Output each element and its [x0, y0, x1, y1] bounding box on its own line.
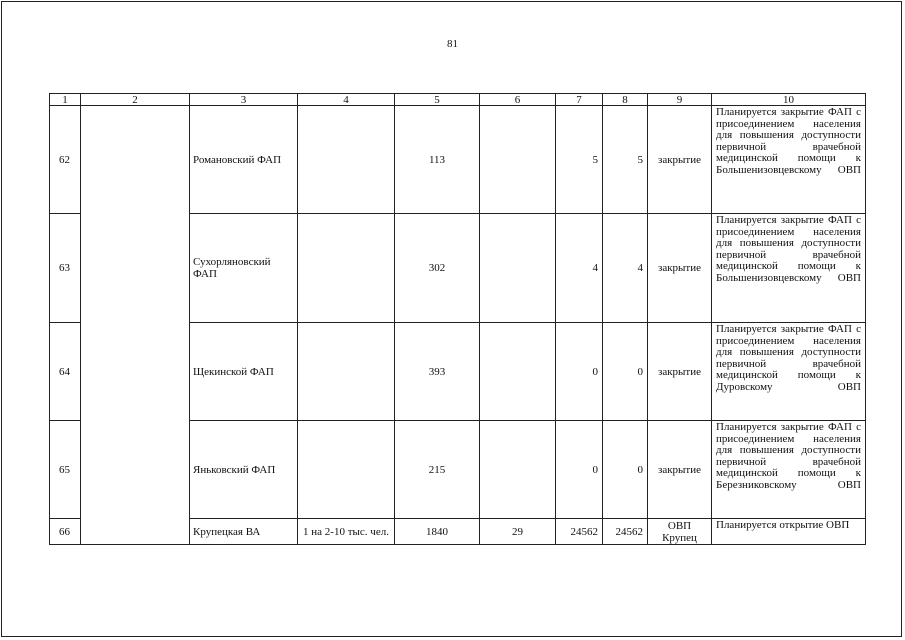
col6-cell [480, 106, 556, 214]
row-number: 65 [50, 421, 81, 519]
col8-cell: 0 [603, 421, 648, 519]
header-cell: 6 [480, 94, 556, 106]
action-cell: закрытие [648, 106, 712, 214]
col6-cell [480, 214, 556, 323]
header-cell: 2 [81, 94, 190, 106]
population-cell: 302 [395, 214, 480, 323]
norm-cell [298, 214, 395, 323]
norm-cell [298, 106, 395, 214]
col6-cell [480, 323, 556, 421]
row-number: 64 [50, 323, 81, 421]
col7-cell: 0 [556, 421, 603, 519]
facility-table [49, 93, 866, 545]
col7-cell: 0 [556, 323, 603, 421]
col8-cell: 4 [603, 214, 648, 323]
facility-name: Яньковский ФАП [190, 421, 298, 519]
population-cell: 215 [395, 421, 480, 519]
header-cell: 5 [395, 94, 480, 106]
population-cell: 393 [395, 323, 480, 421]
facility-name: Щекинской ФАП [190, 323, 298, 421]
row-number: 62 [50, 106, 81, 214]
district-cell [81, 106, 190, 545]
col6-cell [480, 421, 556, 519]
facility-name: Крупецкая ВА [190, 519, 298, 545]
col7-cell: 24562 [556, 519, 603, 545]
header-cell: 3 [190, 94, 298, 106]
note-cell: Планируется закрытие ФАП с присоединением населения для повышения доступности первичной врачебной медицинской помощи к Большенизовцевскому ОВП [712, 106, 866, 214]
col7-cell: 4 [556, 214, 603, 323]
population-cell: 1840 [395, 519, 480, 545]
note-cell: Планируется закрытие ФАП с присоединением населения для повышения доступности первичной врачебной медицинской помощи к Большенизовцевскому ОВП [712, 214, 866, 323]
facility-name: Романовский ФАП [190, 106, 298, 214]
row-number: 63 [50, 214, 81, 323]
header-cell: 1 [50, 94, 81, 106]
page-number: 81 [447, 38, 458, 50]
col6-cell: 29 [480, 519, 556, 545]
header-cell: 10 [712, 94, 866, 106]
row-number: 66 [50, 519, 81, 545]
col8-cell: 0 [603, 323, 648, 421]
action-cell: ОВП Крупец [648, 519, 712, 545]
norm-cell [298, 421, 395, 519]
norm-cell [298, 323, 395, 421]
header-row [50, 94, 866, 106]
col7-cell: 5 [556, 106, 603, 214]
table-row [50, 106, 866, 214]
action-cell: закрытие [648, 323, 712, 421]
facility-name: Сухорляновский ФАП [190, 214, 298, 323]
note-cell: Планируется закрытие ФАП с присоединением населения для повышения доступности первичной врачебной медицинской помощи к Березниковскому ОВП [712, 421, 866, 519]
col8-cell: 24562 [603, 519, 648, 545]
header-cell: 7 [556, 94, 603, 106]
note-cell: Планируется закрытие ФАП с присоединением населения для повышения доступности первичной врачебной медицинской помощи к Дуровскому ОВП [712, 323, 866, 421]
population-cell: 113 [395, 106, 480, 214]
note-cell: Планируется открытие ОВП [712, 519, 866, 545]
norm-cell: 1 на 2-10 тыс. чел. [298, 519, 395, 545]
col8-cell: 5 [603, 106, 648, 214]
action-cell: закрытие [648, 214, 712, 323]
header-cell: 4 [298, 94, 395, 106]
action-cell: закрытие [648, 421, 712, 519]
header-cell: 8 [603, 94, 648, 106]
header-cell: 9 [648, 94, 712, 106]
